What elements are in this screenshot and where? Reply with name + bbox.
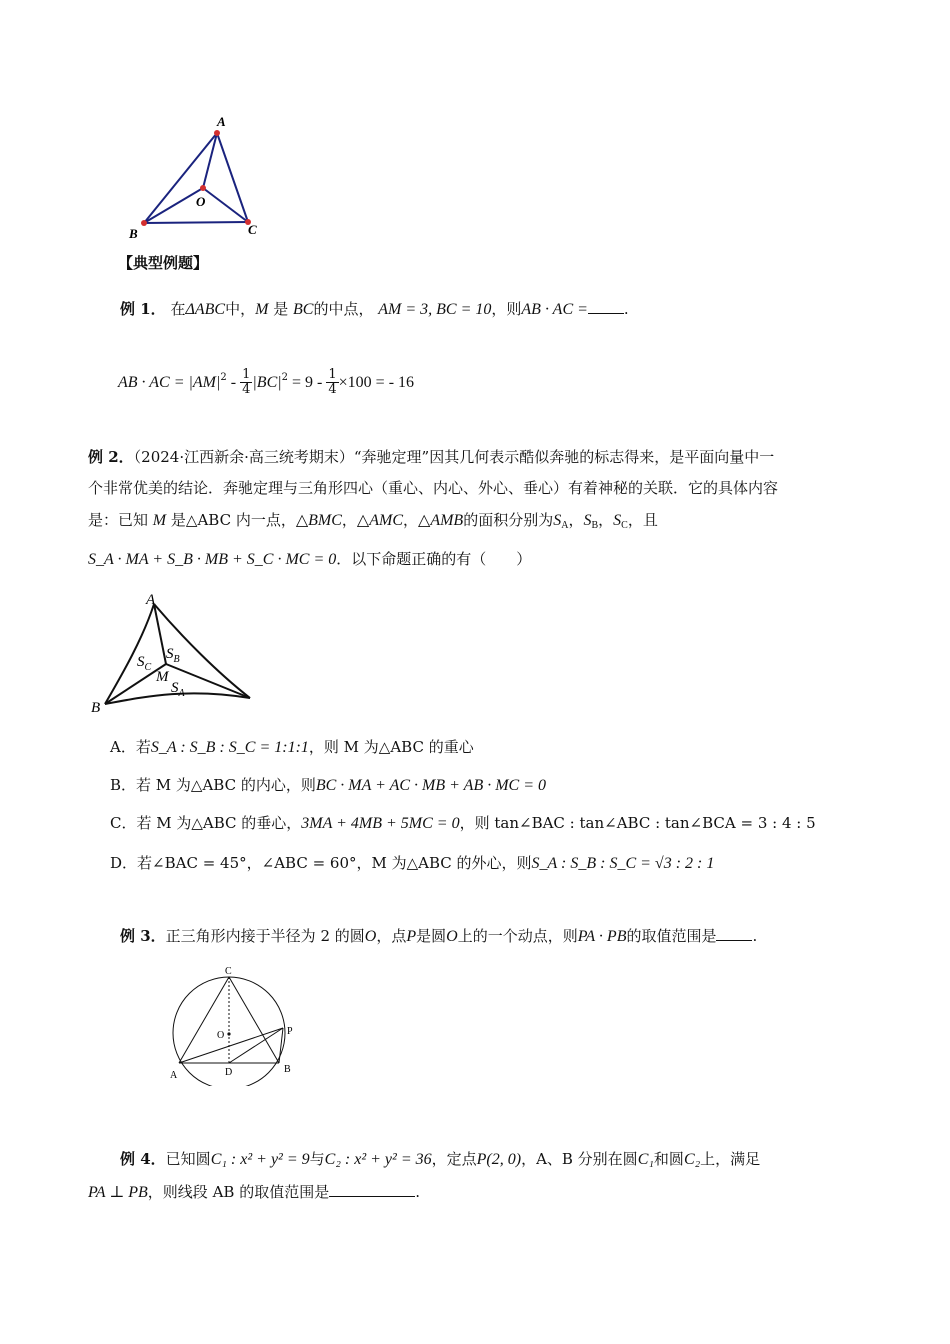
figure3-vertex-a: A <box>170 1070 178 1081</box>
ex1-bc: BC <box>293 301 314 318</box>
option-key: B． <box>110 776 137 794</box>
option-key: D． <box>110 854 138 872</box>
ex3-o: O <box>446 928 458 945</box>
ex2-text: ．以下命题正确的有（ ） <box>336 550 532 568</box>
sol-part: |BC| <box>252 374 282 391</box>
option-c[interactable] <box>110 812 816 835</box>
example-1-solution <box>118 368 414 397</box>
ex3-expression: PA · PB <box>577 928 627 945</box>
sol-part: AB · AC = |AM| <box>118 374 221 391</box>
ex4-point-p: P(2, 0) <box>476 1151 522 1168</box>
sol-exponent: 2 <box>281 372 289 383</box>
figure3-point-d: D <box>225 1067 233 1078</box>
ex4-text: 与 <box>309 1150 325 1168</box>
ex2-text: ， <box>403 511 419 529</box>
ex1-condition: AM = 3, BC = 10 <box>378 301 492 318</box>
example-3 <box>120 925 757 948</box>
example-2-line-4 <box>88 548 531 571</box>
option-d[interactable] <box>110 852 714 875</box>
ex2-text: 是：已知 <box>88 511 149 529</box>
ex1-text: . <box>623 300 629 318</box>
vertex-c-label: C <box>248 222 257 237</box>
figure3-point-p: P <box>287 1026 293 1037</box>
ex3-p: P <box>406 928 417 945</box>
ex2-text: 的面积分别为 <box>463 511 554 529</box>
option-math: BC · MA + AC · MB + AB · MC = 0 <box>315 777 547 794</box>
ex2-m: M <box>152 512 167 529</box>
ex4-perpendicular: PA ⊥ PB <box>88 1184 148 1201</box>
point-o-label: O <box>196 194 206 209</box>
ex3-text: 的取值范围是 <box>626 927 717 945</box>
figure-triangle-abc-o <box>120 108 280 243</box>
option-math: S_A : S_B : S_C = √3 : 2 : 1 <box>531 855 715 872</box>
ex2-text: 是△ABC 内一点， <box>170 511 296 529</box>
answer-blank[interactable] <box>329 1182 415 1197</box>
option-text: 若 <box>135 738 151 756</box>
ex2-sa: $S_A$ <box>553 512 569 531</box>
figure2-point-m: M <box>156 669 169 685</box>
ex3-text: ，点 <box>376 927 407 945</box>
ex2-text: ， <box>341 511 357 529</box>
ex2-text: ， <box>568 511 584 529</box>
ex1-text: 是 <box>273 300 289 318</box>
example-4-line-1 <box>120 1148 760 1171</box>
option-b[interactable] <box>110 774 546 797</box>
option-a[interactable] <box>110 736 474 759</box>
ex2-sc: $S_C$ <box>613 512 628 531</box>
ex2-benz-equation: S_A · MA + S_B · MB + S_C · MC = 0 <box>88 551 337 568</box>
section-heading: 【典型例题】 <box>118 254 209 272</box>
ex2-text: ，且 <box>627 511 658 529</box>
sol-exponent: 2 <box>220 372 227 383</box>
ex4-text: 上，满足 <box>700 1150 761 1168</box>
sol-part: = 9 - <box>288 374 327 391</box>
ex2-triangle-amb: △AMB <box>418 512 464 529</box>
figure2-sb-label: $S_B$ <box>166 646 180 665</box>
example-4-label: 例 4． <box>120 1150 166 1168</box>
option-math: 3MA + 4MB + 5MC = 0 <box>301 815 460 832</box>
figure3-center-o: O <box>217 1030 225 1041</box>
ex1-expression: AB · AC = <box>521 301 588 318</box>
sol-fraction: $\frac{1}{4}$ <box>242 367 251 397</box>
example-4-line-2 <box>88 1181 420 1204</box>
option-text: 若∠BAC = 45°，∠ABC = 60°，M 为△ABC 的外心，则 <box>137 854 532 872</box>
ex4-text: 已知圆 <box>165 1150 211 1168</box>
ex2-text: ， <box>598 511 614 529</box>
figure2-vertex-a: A <box>146 592 156 608</box>
ex3-text: 是圆 <box>416 927 447 945</box>
example-2-line-2: 个非常优美的结论．奔驰定理与三角形四心（重心、内心、外心、垂心）有着神秘的关联．它的具体内容 <box>88 479 779 497</box>
ex4-circle-c2: C₂ : x² + y² = 36 <box>324 1151 432 1168</box>
ex3-o: O <box>364 928 377 945</box>
option-text: ，则 M 为△ABC 的重心 <box>308 738 474 756</box>
ex2-text: （2024·江西新余·高三统考期末）“奔驰定理”因其几何表示酷似奔驰的标志得来，是平面向量中一 <box>133 448 775 466</box>
option-key: C． <box>110 814 137 832</box>
ex1-triangle: ΔABC <box>185 301 226 318</box>
example-2-line-1 <box>88 446 774 468</box>
figure-benz-theorem <box>88 588 263 718</box>
example-1-label: 例 1． <box>120 300 166 318</box>
sol-part: - <box>226 374 241 391</box>
figure2-sa-label: $S_A$ <box>171 680 185 699</box>
ex4-text: ，则线段 AB 的取值范围是 <box>147 1183 330 1201</box>
ex4-circle-c1: C₁ : x² + y² = 9 <box>210 1151 310 1168</box>
figure2-sc-label: $S_C$ <box>137 654 152 673</box>
example-2-label: 例 2． <box>88 448 134 466</box>
vertex-a-label: A <box>217 114 226 129</box>
ex4-text: 和圆 <box>653 1150 684 1168</box>
ex1-text: ，则 <box>491 300 522 318</box>
ex1-text: 的中点， <box>313 300 374 318</box>
ex4-c1: C₁ <box>637 1151 654 1168</box>
ex4-text: ，A、B 分别在圆 <box>521 1150 638 1168</box>
ex2-triangle-bmc: △BMC <box>295 512 342 529</box>
answer-blank[interactable] <box>588 299 624 314</box>
ex1-text: 中， <box>225 300 256 318</box>
ex1-m: M <box>255 301 269 318</box>
answer-blank[interactable] <box>716 926 752 941</box>
figure3-vertex-c: C <box>225 966 232 977</box>
option-key: A． <box>110 738 136 756</box>
sol-part: ×100 = - 16 <box>338 374 415 391</box>
ex2-sb: $S_B$ <box>583 512 599 531</box>
example-1 <box>120 298 629 321</box>
ex3-text: 正三角形内接于半径为 2 的圆 <box>165 927 365 945</box>
option-math: S_A : S_B : S_C = 1:1:1 <box>150 739 309 756</box>
option-text: 若 M 为△ABC 的垂心， <box>136 814 302 832</box>
example-3-label: 例 3． <box>120 927 166 945</box>
ex3-text: . <box>752 927 758 945</box>
ex4-text: ，定点 <box>431 1150 477 1168</box>
ex3-text: 上的一个动点，则 <box>457 927 578 945</box>
figure-circle-triangle <box>160 962 310 1086</box>
figure2-vertex-b: B <box>91 700 101 716</box>
ex2-triangle-amc: △AMC <box>356 512 403 529</box>
option-text: 若 M 为△ABC 的内心，则 <box>136 776 316 794</box>
sol-fraction: $\frac{1}{4}$ <box>328 367 337 397</box>
figure3-vertex-b: B <box>284 1064 291 1075</box>
ex4-c2: C₂ <box>683 1151 701 1168</box>
ex4-text: . <box>415 1183 420 1201</box>
vertex-b-label: B <box>129 226 138 241</box>
ex1-text: 在 <box>170 300 186 318</box>
example-2-line-3 <box>88 509 658 537</box>
option-text: ，则 tan∠BAC : tan∠ABC : tan∠BCA = 3 : 4 : 5 <box>459 814 816 832</box>
